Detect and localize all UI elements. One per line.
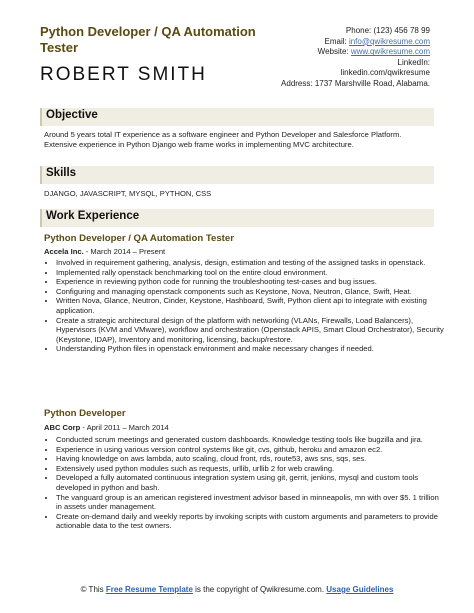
list-item: • Having knowledge on aws lambda, auto scaling, cloud front, rds, route53, aws sns, sqs, ses. (56, 454, 444, 464)
list-item: • Create a strategic architectural design of the platform with networking (VLANs, Firewalls, Load Balancers), Hypervisors (KVM and VMware), workflow and orchestration (Openstack APIS, Smart Cloud Orchestrator), Security (Keystone, IDAP), Inventory and monitoring, licensing, backup/restore. (56, 316, 444, 345)
address-line: Address: 1737 Marshville Road, Alabama. (281, 78, 430, 88)
list-item: • Configuring and managing openstack components such as Keystone, Nova, Neutron, Glance, Swift, Heat. (56, 287, 444, 297)
footer-middle: is the copyright of Qwikresume.com. (192, 585, 327, 594)
skills-heading: Skills (46, 167, 77, 179)
list-item: • Involved in requirement gathering, analysis, design, estimation and testing of the assigned tasks in openstack. (56, 258, 444, 268)
skills-section-header (40, 166, 434, 184)
experience-section-header (40, 209, 434, 227)
job-title: Python Developer / QA Automation Tester (44, 233, 234, 244)
usage-guidelines-link[interactable]: Usage Guidelines (326, 585, 394, 594)
list-item: • The vanguard group is an american registered investment advisor based in minneapolis, mn with over $5. 1 trillion in assets under management. (56, 493, 444, 512)
resume-job-title: Python Developer / QA Automation Tester (40, 24, 256, 55)
list-item: • Create on-demand daily and weekly reports by invoking scripts with custom arguments and parameters to provide actionable data to the test owners. (56, 512, 444, 531)
job-company-line (44, 247, 165, 256)
job-dates: - March 2014 – Present (83, 247, 166, 256)
job-dates: - April 2011 – March 2014 (80, 423, 169, 432)
experience-heading: Work Experience (46, 210, 140, 222)
job-bullet-list (44, 258, 444, 354)
list-item: • Implemented rally openstack benchmarking tool on the entire cloud environment. (56, 268, 444, 278)
job-bullet-list (44, 435, 444, 531)
contact-block (230, 26, 430, 90)
website-label: Website: (317, 47, 351, 57)
objective-heading: Objective (46, 109, 98, 121)
footer-prefix: © This (80, 585, 106, 594)
list-item: • Experience in reviewing python code for running the troubleshooting test-cases and bug issues. (56, 277, 444, 287)
email-link[interactable]: info@qwikresume.com (348, 36, 430, 46)
email-label: Email: (324, 36, 349, 46)
list-item: • Experience in using various version control systems like git, cvs, github, heroku and amazon ec2. (56, 445, 444, 455)
list-item: • Developed a fully automated continuous integration system using git, gerrit, jenkins, mysql and custom tools developed in python and bash. (56, 473, 444, 492)
list-item: • Extensively used python modules such as requests, urllib, urllib 2 for web crawling. (56, 464, 444, 474)
candidate-name: ROBERT SMITH (40, 64, 207, 85)
list-item: • Written Nova, Glance, Neutron, Cinder, Keystone, Hashboard, Swift, Python client api to integrate with existing application. (56, 296, 444, 315)
skills-text: DJANGO, JAVASCRIPT, MYSQL, PYTHON, CSS (44, 189, 212, 198)
free-resume-template-link[interactable]: Free Resume Template (105, 585, 193, 594)
company-name: Accela Inc. (44, 247, 84, 256)
linkedin-label: LinkedIn: (397, 57, 430, 67)
company-name: ABC Corp (44, 423, 81, 432)
objective-text: Around 5 years total IT experience as a software engineer and Python Developer and Salesforce Platform. Extensive experience in Python Django web frame works in implementing MVC architecture. (44, 130, 402, 149)
linkedin-value: linkedin.com/qwikresume (340, 68, 430, 78)
job-title: Python Developer (44, 408, 126, 419)
objective-section-header (40, 108, 434, 126)
job-company-line (44, 423, 169, 432)
phone-line: Phone: (123) 456 78 99 (345, 26, 430, 35)
website-link[interactable]: www.qwikresume.com (350, 47, 430, 57)
email-line (230, 37, 430, 48)
website-line (230, 47, 430, 58)
list-item: • Understanding Python files in openstack environment and make necessary changes if needed. (56, 344, 444, 354)
list-item: • Conducted scrum meetings and generated custom dashboards. Knowledge testing tools like bugzilla and jira. (56, 435, 444, 445)
copyright-footer (0, 585, 474, 595)
